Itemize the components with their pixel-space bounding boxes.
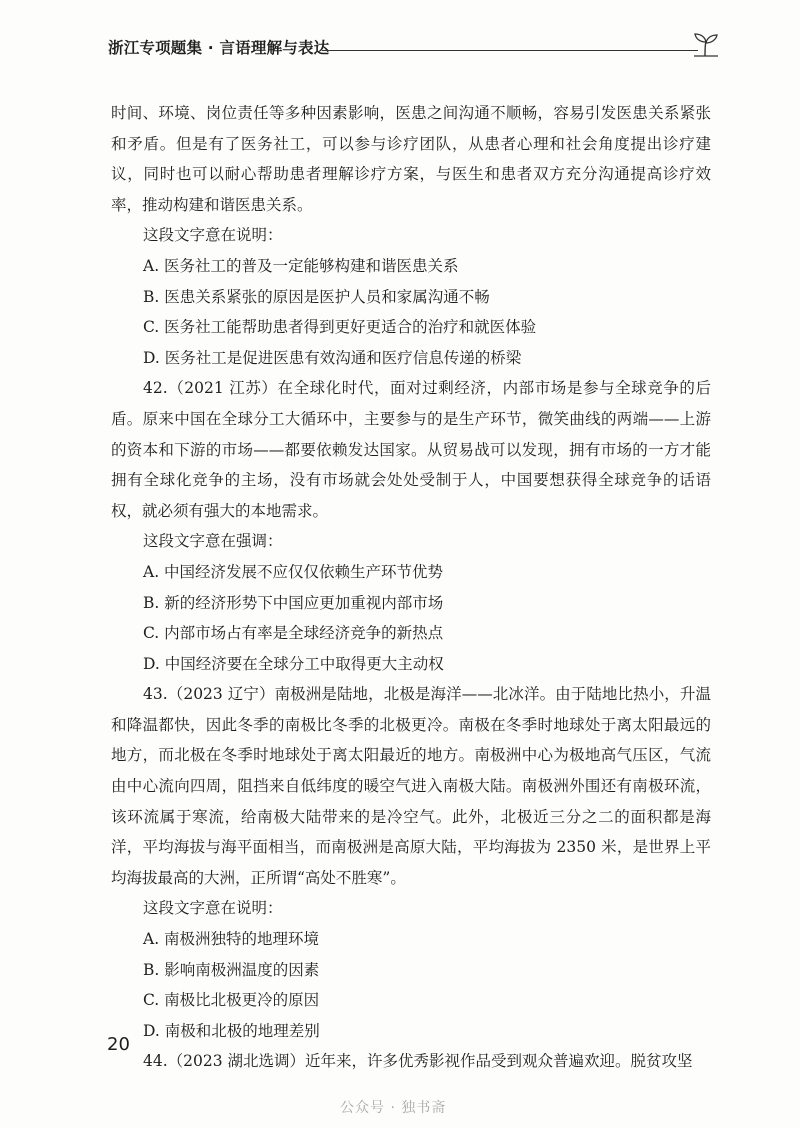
- option-d: D. 南极和北极的地理差别: [143, 1021, 320, 1040]
- question-44: [111, 1046, 711, 1077]
- sprout-icon: [692, 32, 720, 58]
- question-43: [111, 679, 711, 1046]
- option-d: D. 医务社工是促进医患有效沟通和医疗信息传递的桥梁: [143, 348, 522, 367]
- option-a: A. 医务社工的普及一定能够构建和谐医患关系: [143, 256, 459, 275]
- question-42-prompt: 这段文字意在强调：: [143, 532, 283, 551]
- question-42-text: 42.（2021 江苏）在全球化时代，面对过剩经济，内部市场是参与全球竞争的后盾。原来中国在全球分工大循环中，主要参与的是生产环节，微笑曲线的两端——上游的资本和下游的市场——都要依赖发达国家。从贸易战可以发现，拥有市场的一方才能拥有全球化竞争的主场，没有市场就会处处受制于人，中国要想获得全球竞争的话语权，就必须有强大的本地需求。: [111, 379, 711, 520]
- header-rule: [322, 50, 698, 51]
- question-42: [111, 373, 711, 679]
- option-b: B. 医患关系紧张的原因是医护人员和家属沟通不畅: [143, 287, 490, 306]
- option-c: C. 医务社工能帮助患者得到更好更适合的治疗和就医体验: [143, 318, 537, 337]
- question-41-continuation: 时间、环境、岗位责任等多种因素影响，医患之间沟通不顺畅，容易引发医患关系紧张和矛盾。但是有了医务社工，可以参与诊疗团队，从患者心理和社会角度提出诊疗建议，同时也可以耐心帮助患者理解诊疗方案，与医生和患者双方充分沟通提高诊疗效率，推动构建和谐医患关系。: [111, 104, 711, 214]
- page-content: [111, 98, 711, 1077]
- header-title: 浙江专项题集 · 言语理解与表达: [108, 39, 330, 57]
- question-43-prompt: 这段文字意在说明：: [143, 899, 283, 918]
- option-c: C. 内部市场占有率是全球经济竞争的新热点: [143, 624, 444, 643]
- running-header: [108, 32, 720, 62]
- option-b: B. 影响南极洲温度的因素: [143, 960, 320, 979]
- question-41-prompt: 这段文字意在说明：: [143, 226, 283, 245]
- option-a: A. 中国经济发展不应仅仅依赖生产环节优势: [143, 562, 444, 581]
- page-number: 20: [107, 1034, 130, 1055]
- option-d: D. 中国经济要在全球分工中取得更大主动权: [143, 654, 444, 673]
- option-b: B. 新的经济形势下中国应更加重视内部市场: [143, 593, 444, 612]
- option-c: C. 南极比北极更冷的原因: [143, 991, 320, 1010]
- question-43-text: 43.（2023 辽宁）南极洲是陆地，北极是海洋——北冰洋。由于陆地比热小，升温和降温都快，因此冬季的南极比冬季的北极更冷。南极在冬季时地球处于离太阳最远的地方，而北极在冬季时地球处于离太阳最近的地方。南极洲中心为极地高气压区，气流由中心流向四周，阻挡来自低纬度的暖空气进入南极大陆。南极洲外围还有南极环流，该环流属于寒流，给南极大陆带来的是冷空气。此外，北极近三分之二的面积都是海洋，平均海拔与海平面相当，而南极洲是高原大陆，平均海拔为 2350 米，是世界上平均海拔最高的大洲，正所谓“高处不胜寒”。: [111, 685, 711, 887]
- question-41: [111, 98, 711, 373]
- watermark: 公众号 · 独书斋: [340, 1100, 447, 1116]
- question-44-text: 44.（2023 湖北选调）近年来，许多优秀影视作品受到观众普遍欢迎。脱贫攻坚: [143, 1052, 693, 1071]
- option-a: A. 南极洲独特的地理环境: [143, 930, 320, 949]
